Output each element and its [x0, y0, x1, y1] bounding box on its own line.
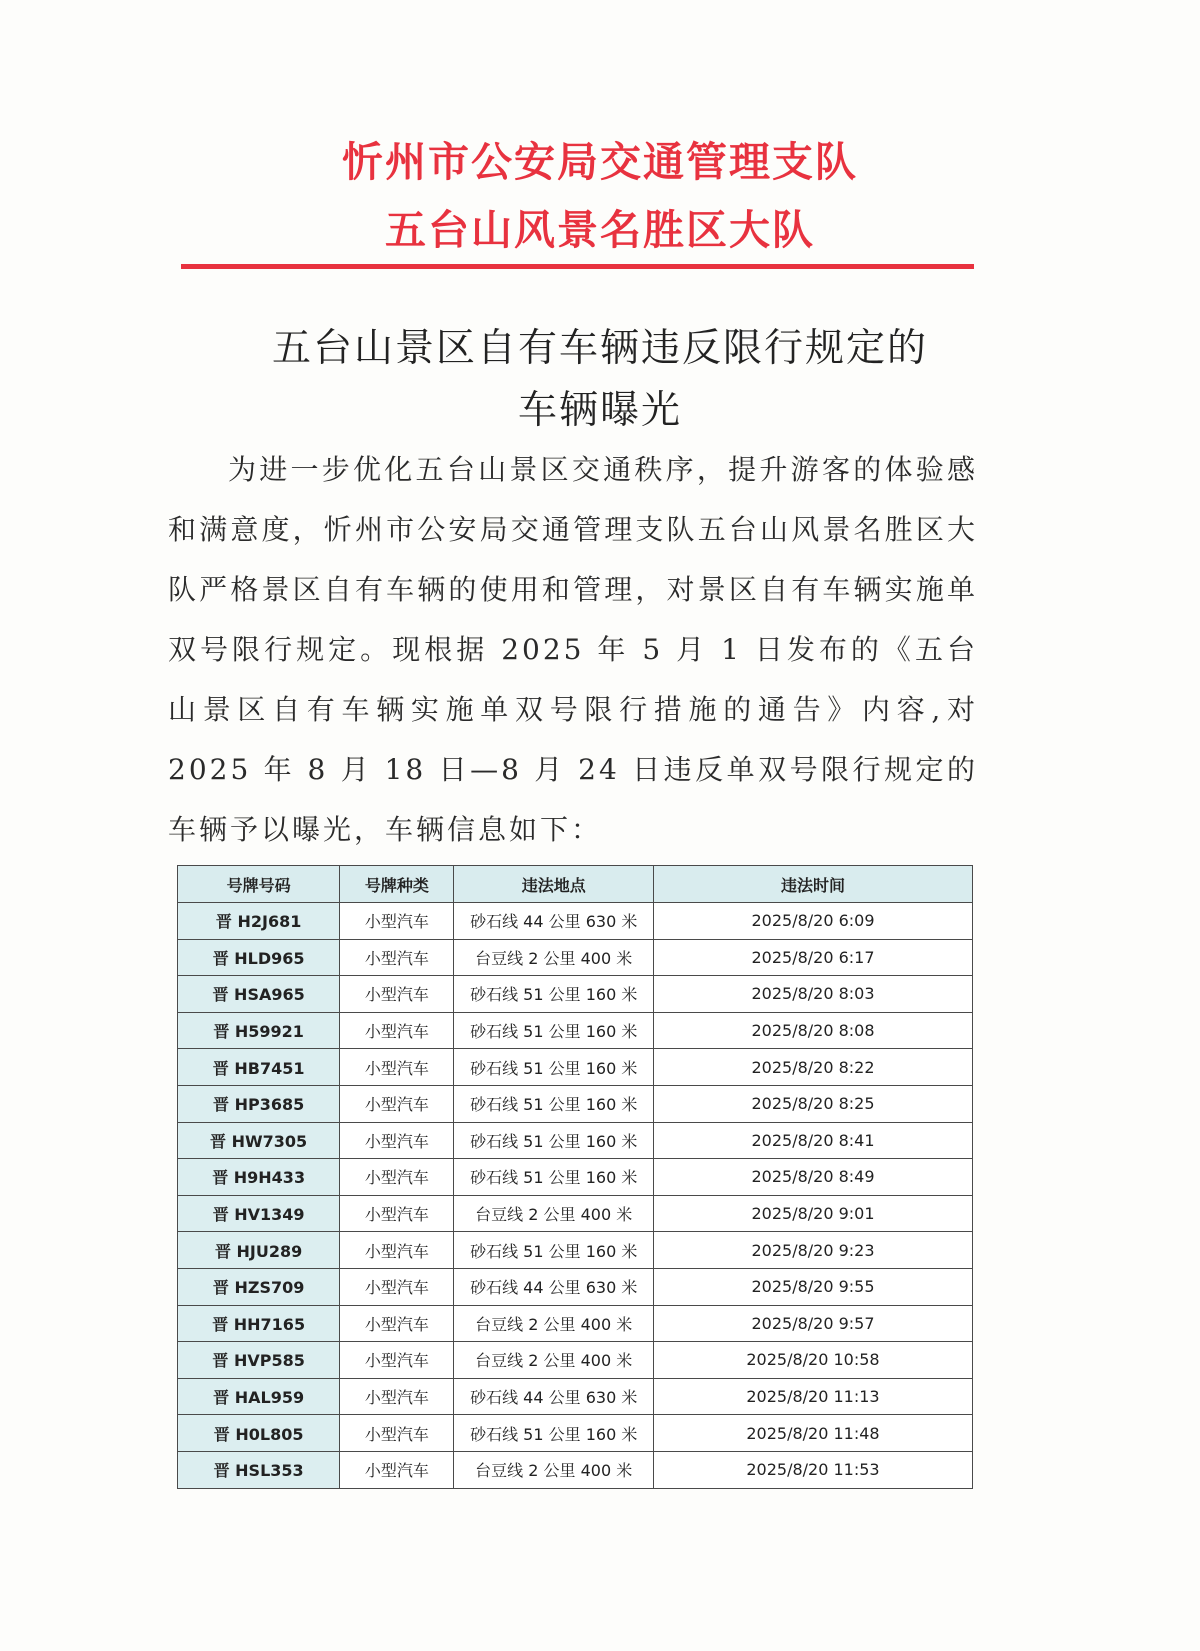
body-paragraph: 为进一步优化五台山景区交通秩序，提升游客的体验感和满意度，忻州市公安局交通管理支队五台山风景名胜区大队严格景区自有车辆的使用和管理，对景区自有车辆实施单双号限行规定。现根据 2025 年 5 月 1 日发布的《五台山景区自有车辆实施单双号限行措施的通告》内容,对 2025 年 8 月 18 日—8 月 24 日违反单双号限行规定的车辆予以曝光，车辆信息如下：	[168, 453, 978, 846]
location-cell: 砂石线 51 公里 160 米	[454, 1085, 654, 1122]
document-title-line2: 车辆曝光	[517, 388, 682, 433]
plate-number-cell: 晋 HAL959	[178, 1378, 340, 1415]
time-cell: 2025/8/20 6:09	[654, 903, 973, 940]
table-row	[178, 1305, 973, 1342]
time-cell: 2025/8/20 11:48	[654, 1415, 973, 1452]
time-cell: 2025/8/20 9:23	[654, 1232, 973, 1269]
table-row	[178, 1378, 973, 1415]
plate-number-cell: 晋 HH7165	[178, 1305, 340, 1342]
time-cell: 2025/8/20 11:53	[654, 1451, 973, 1488]
plate-number-cell: 晋 HP3685	[178, 1085, 340, 1122]
location-cell: 砂石线 51 公里 160 米	[454, 1415, 654, 1452]
plate-number-cell: 晋 HSA965	[178, 976, 340, 1013]
plate-number-cell: 晋 H2J681	[178, 903, 340, 940]
table-row	[178, 1122, 973, 1159]
violation-table	[177, 865, 973, 1489]
location-cell: 砂石线 51 公里 160 米	[454, 1232, 654, 1269]
table-row	[178, 1012, 973, 1049]
plate-number-cell: 晋 HSL353	[178, 1451, 340, 1488]
plate-number-cell: 晋 HVP585	[178, 1342, 340, 1379]
table-row	[178, 1195, 973, 1232]
table-header-row	[178, 866, 973, 903]
plate-number-cell: 晋 HZS709	[178, 1268, 340, 1305]
time-cell: 2025/8/20 9:55	[654, 1268, 973, 1305]
plate-type-cell: 小型汽车	[340, 903, 454, 940]
column-header-location: 违法地点	[454, 866, 654, 903]
location-cell: 砂石线 51 公里 160 米	[454, 1159, 654, 1196]
time-cell: 2025/8/20 8:25	[654, 1085, 973, 1122]
plate-number-cell: 晋 H9H433	[178, 1159, 340, 1196]
column-header-plate: 号牌号码	[178, 866, 340, 903]
plate-number-cell: 晋 HJU289	[178, 1232, 340, 1269]
location-cell: 台豆线 2 公里 400 米	[454, 1305, 654, 1342]
table-body	[178, 903, 973, 1489]
plate-number-cell: 晋 H59921	[178, 1012, 340, 1049]
location-cell: 砂石线 51 公里 160 米	[454, 1012, 654, 1049]
table-row	[178, 976, 973, 1013]
time-cell: 2025/8/20 10:58	[654, 1342, 973, 1379]
plate-type-cell: 小型汽车	[340, 1122, 454, 1159]
issuer-name-line1: 忻州市公安局交通管理支队	[342, 138, 858, 186]
location-cell: 砂石线 44 公里 630 米	[454, 903, 654, 940]
plate-type-cell: 小型汽车	[340, 1049, 454, 1086]
plate-number-cell: 晋 HLD965	[178, 939, 340, 976]
time-cell: 2025/8/20 8:41	[654, 1122, 973, 1159]
table-row	[178, 1232, 973, 1269]
table-row	[178, 1451, 973, 1488]
red-divider	[181, 264, 974, 269]
plate-type-cell: 小型汽车	[340, 939, 454, 976]
plate-type-cell: 小型汽车	[340, 1342, 454, 1379]
location-cell: 台豆线 2 公里 400 米	[454, 1342, 654, 1379]
location-cell: 台豆线 2 公里 400 米	[454, 1195, 654, 1232]
table-row	[178, 1085, 973, 1122]
plate-type-cell: 小型汽车	[340, 1232, 454, 1269]
plate-type-cell: 小型汽车	[340, 1012, 454, 1049]
plate-type-cell: 小型汽车	[340, 1451, 454, 1488]
table-row	[178, 939, 973, 976]
issuer-name-line2: 五台山风景名胜区大队	[385, 206, 815, 254]
plate-type-cell: 小型汽车	[340, 1415, 454, 1452]
time-cell: 2025/8/20 6:17	[654, 939, 973, 976]
plate-type-cell: 小型汽车	[340, 1159, 454, 1196]
issuer-header	[0, 128, 1200, 264]
time-cell: 2025/8/20 8:08	[654, 1012, 973, 1049]
location-cell: 砂石线 44 公里 630 米	[454, 1378, 654, 1415]
table-row	[178, 903, 973, 940]
location-cell: 砂石线 51 公里 160 米	[454, 976, 654, 1013]
time-cell: 2025/8/20 8:22	[654, 1049, 973, 1086]
time-cell: 2025/8/20 8:49	[654, 1159, 973, 1196]
table-row	[178, 1159, 973, 1196]
column-header-plate-type: 号牌种类	[340, 866, 454, 903]
time-cell: 2025/8/20 8:03	[654, 976, 973, 1013]
table-row	[178, 1342, 973, 1379]
document-title-line1: 五台山景区自有车辆违反限行规定的	[271, 326, 928, 371]
time-cell: 2025/8/20 9:57	[654, 1305, 973, 1342]
plate-number-cell: 晋 HB7451	[178, 1049, 340, 1086]
location-cell: 台豆线 2 公里 400 米	[454, 1451, 654, 1488]
location-cell: 砂石线 44 公里 630 米	[454, 1268, 654, 1305]
location-cell: 砂石线 51 公里 160 米	[454, 1122, 654, 1159]
table-row	[178, 1268, 973, 1305]
location-cell: 台豆线 2 公里 400 米	[454, 939, 654, 976]
plate-number-cell: 晋 HW7305	[178, 1122, 340, 1159]
table-row	[178, 1049, 973, 1086]
time-cell: 2025/8/20 11:13	[654, 1378, 973, 1415]
plate-type-cell: 小型汽车	[340, 1305, 454, 1342]
plate-number-cell: 晋 HV1349	[178, 1195, 340, 1232]
document-title	[0, 318, 1200, 442]
plate-type-cell: 小型汽车	[340, 1195, 454, 1232]
plate-type-cell: 小型汽车	[340, 976, 454, 1013]
time-cell: 2025/8/20 9:01	[654, 1195, 973, 1232]
plate-number-cell: 晋 H0L805	[178, 1415, 340, 1452]
column-header-time: 违法时间	[654, 866, 973, 903]
plate-type-cell: 小型汽车	[340, 1378, 454, 1415]
plate-type-cell: 小型汽车	[340, 1268, 454, 1305]
table-row	[178, 1415, 973, 1452]
plate-type-cell: 小型汽车	[340, 1085, 454, 1122]
location-cell: 砂石线 51 公里 160 米	[454, 1049, 654, 1086]
